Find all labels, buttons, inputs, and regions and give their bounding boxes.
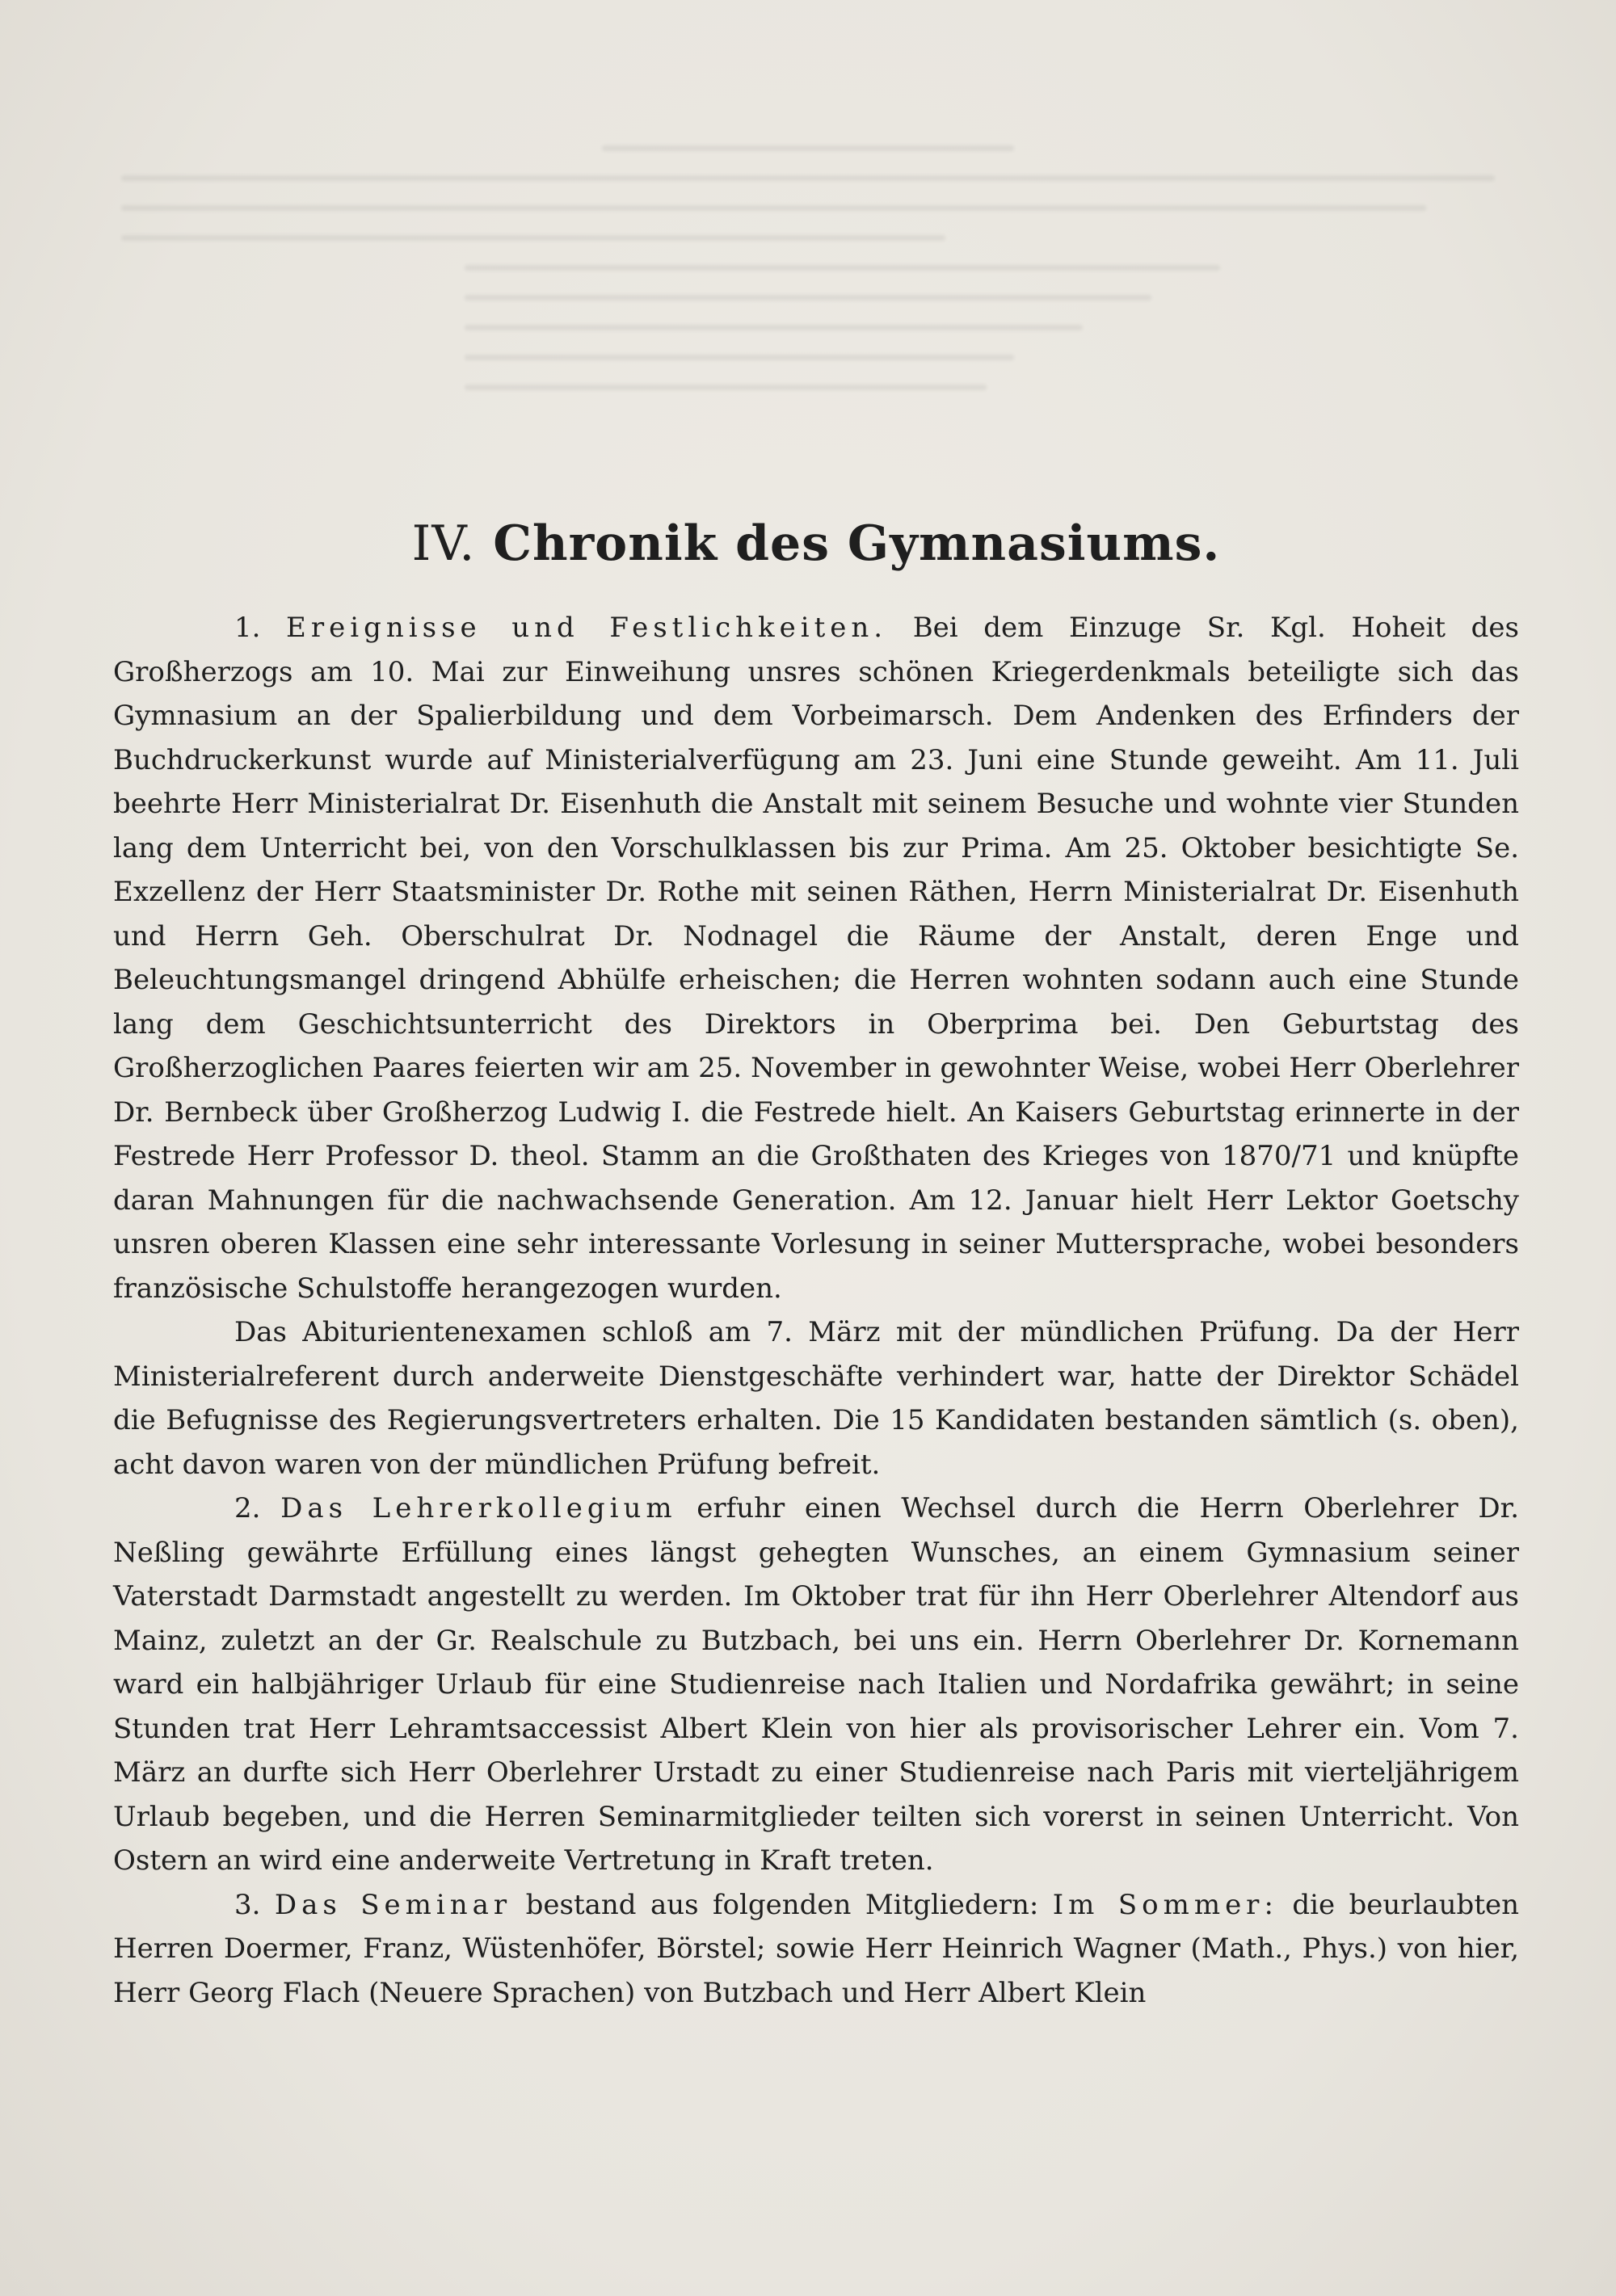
section-3-subtitle: Im Sommer: [1052,1888,1278,1921]
section-2-title: Das Lehrerkollegium [280,1492,677,1524]
section-2-text: erfuhr einen Wechsel durch die Herrn Oberlehrer Dr. Neßling gewährte Erfüllung eines längst gehegten Wunsches, an einem Gymnasium seiner Vaterstadt Darmstadt angestellt zu werden. Im Oktober trat für ihn Herr Oberlehrer Altendorf aus Mainz, zuletzt an der Gr. Realschule zu Butzbach, bei uns ein. Herrn Oberlehrer Dr. Kornemann ward ein halbjähriger Urlaub für eine Studienreise nach Italien und Nordafrika gewährt; in seine Stunden trat Herr Lehramtsaccessist Albert Klein von hier als provisorischer Lehrer ein. Vom 7. März an durfte sich Herr Oberlehrer Urstadt zu einer Studienreise nach Paris mit vierteljährigem Urlaub begeben, und die Herren Seminarmitglieder teilten sich vorerst in seinen Unterricht. Von Ostern an wird eine anderweite Vertretung in Kraft treten. [113,1492,1520,1877]
section-2-number: 2. [234,1492,261,1524]
section-3-text: bestand aus folgenden Mitgliedern: [525,1888,1039,1921]
section-1-continuation-text: Das Abiturientenexamen schloß am 7. März mit der mündlichen Prüfung. Da der Herr Ministerialreferent durch anderweite Dienstgeschäfte verhindert war, hatte der Direktor Schädel die Befugnisse des Regierungsvertreters erhalten. Die 15 Kandidaten bestanden sämtlich (s. oben), acht davon waren von der mündlichen Prüfung befreit. [113,1316,1519,1481]
section-1-text: Bei dem Einzuge Sr. Kgl. Hoheit des Großherzogs am 10. Mai zur Einweihung unsres schönen Kriegerdenkmals beteiligte sich das Gymnasium an der Spalierbildung und dem Vorbeimarsch. Dem Andenken des Erfinders der Buchdruckerkunst wurde auf Ministerialverfügung am 23. Juni eine Stunde geweiht. Am 11. Juli beehrte Herr Ministerialrat Dr. Eisenhuth die Anstalt mit seinem Besuche und wohnte vier Stunden lang dem Unterricht bei, von den Vorschulklassen bis zur Prima. Am 25. Oktober besichtigte Se. Exzellenz der Herr Staatsminister Dr. Rothe mit seinen Räthen, Herrn Ministerialrat Dr. Eisenhuth und Herrn Geh. Oberschulrat Dr. Nodnagel die Räume der Anstalt, deren Enge und Beleuchtungsmangel dringend Abhülfe erheischen; die Herren wohnten sodann auch eine Stunde lang dem Geschichtsunterricht des Direktors in Oberprima bei. Den Geburtstag des Großherzoglichen Paares feierten wir am 25. November in gewohnter Weise, wobei Herr Oberlehrer Dr. Bernbeck über Großherzog Ludwig I. die Festrede hielt. An Kaisers Geburtstag erinnerte in der Festrede Herr Professor D. theol. Stamm an die Großthaten des Krieges von 1870/71 und knüpfte daran Mahnungen für die nachwachsende Generation. Am 12. Januar hielt Herr Lektor Goetschy unsren oberen Klassen eine sehr interessante Vorlesung in seiner Muttersprache, wobei besonders französische Schulstoffe herangezogen wurden. [113,612,1519,1305]
section-2-paragraph [113,1487,1519,1883]
section-1-title: Ereignisse und Festlichkeiten. [286,612,888,644]
section-3-title: Das Seminar [274,1888,512,1921]
section-1-continuation [113,1310,1519,1487]
chapter-title: Chronik des Gymnasiums. [493,515,1221,572]
chapter-heading [113,517,1519,570]
chapter-numeral: IV. [411,515,476,572]
bleed-through-text [121,121,1495,574]
section-3-paragraph [113,1883,1519,2016]
section-1-paragraph [113,606,1519,1310]
document-body [113,517,1519,2015]
section-3-text2: die beurlaubten Herren Doermer, Franz, Wüstenhöfer, Börstel; sowie Herr Heinrich Wagner (Math., Phys.) von hier, Herr Georg Flach (Neuere Sprachen) von Butzbach und Herr Albert Klein [113,1888,1519,2009]
section-3-number: 3. [234,1888,261,1921]
section-1-number: 1. [234,612,261,644]
